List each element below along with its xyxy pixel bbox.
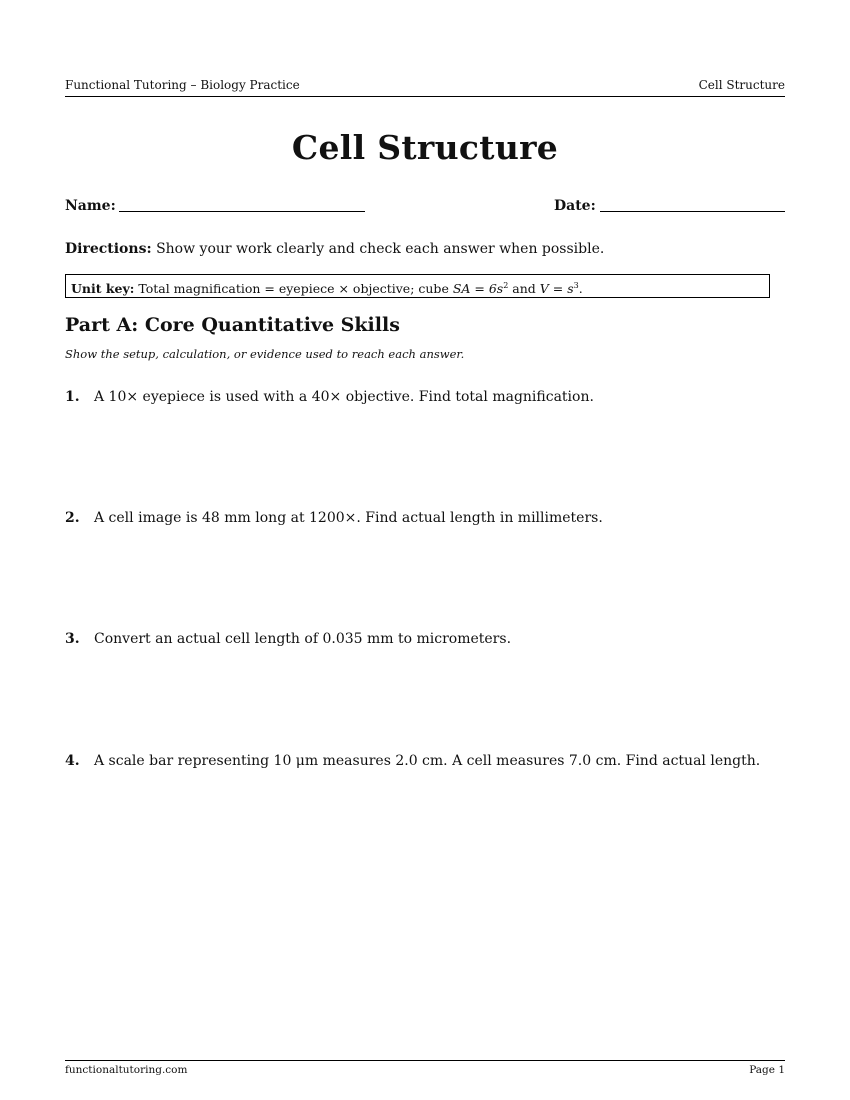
unit-key-text: Total magnification = eyepiece × objective; cube [138, 281, 449, 297]
header-topic: Cell Structure [698, 78, 785, 92]
directions [65, 241, 604, 257]
question-text: A cell image is 48 mm long at 1200×. Find actual length in millimeters. [94, 510, 603, 526]
directions-label: Directions: [65, 241, 152, 257]
page-number: Page 1 [749, 1064, 785, 1076]
unit-key-label: Unit key: [71, 281, 135, 297]
question-text: Convert an actual cell length of 0.035 mm to micrometers. [94, 631, 512, 647]
page-title: Cell Structure [291, 128, 559, 167]
unit-key-box [65, 274, 770, 298]
part-a-subtitle: Show the setup, calculation, or evidence used to reach each answer. [65, 347, 465, 361]
date-field[interactable] [600, 210, 785, 212]
page-header [65, 78, 785, 97]
name-field[interactable] [119, 210, 365, 212]
question-text: A 10× eyepiece is used with a 40× objective. Find total magnification. [94, 389, 594, 405]
question-text: A scale bar representing 10 μm measures 2.0 cm. A cell measures 7.0 cm. Find actual length. [94, 753, 761, 769]
volume-exponent: 3 [573, 281, 579, 290]
question-number: 4. [65, 753, 80, 769]
surface-area-formula: SA = 6s [452, 281, 504, 297]
date-label: Date: [554, 198, 596, 214]
question-number: 3. [65, 631, 80, 647]
question-number: 2. [65, 510, 80, 526]
unit-key-end: . [578, 281, 583, 297]
name-label: Name: [65, 198, 116, 214]
page-footer [65, 1060, 785, 1076]
question-number: 1. [65, 389, 80, 405]
footer-website: functionaltutoring.com [65, 1064, 188, 1076]
surface-area-exponent: 2 [503, 281, 509, 290]
volume-formula: V = s [539, 281, 574, 297]
unit-key-and: and [512, 281, 536, 297]
header-course: Functional Tutoring – Biology Practice [65, 78, 300, 92]
directions-text: Show your work clearly and check each answer when possible. [156, 241, 605, 257]
part-a-title: Part A: Core Quantitative Skills [65, 314, 400, 336]
